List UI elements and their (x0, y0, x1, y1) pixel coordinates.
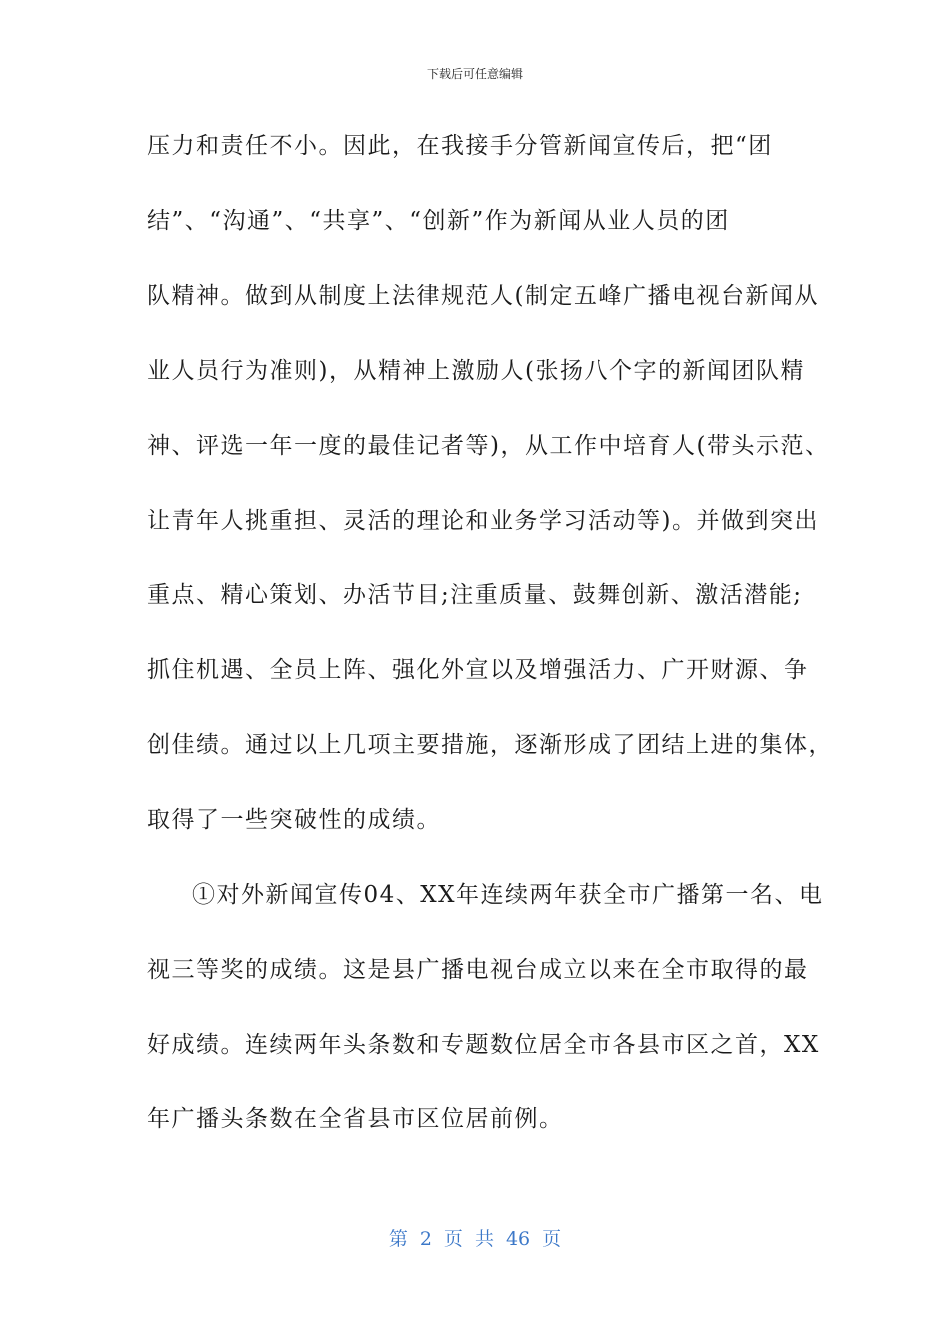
footer-prefix: 第 (388, 1228, 408, 1250)
text-line: 神、评选一年一度的最佳记者等)，从工作中培育人(带头示范、 (147, 433, 830, 459)
text-line: 创佳绩。通过以上几项主要措施，逐渐形成了团结上进的集体， (147, 732, 833, 758)
text-line: 视三等奖的成绩。这是县广播电视台成立以来在全市取得的最 (147, 957, 809, 983)
text-line: 队精神。做到从制度上法律规范人(制定五峰广播电视台新闻从 (147, 283, 819, 309)
footer-suffix: 页 (542, 1228, 562, 1250)
text-line: 业人员行为准则)，从精神上激励人(张扬八个字的新闻团队精 (147, 358, 805, 384)
page-header: 下载后可任意编辑 (426, 67, 523, 81)
text-line: 取得了一些突破性的成绩。 (147, 807, 441, 833)
text-line: 年广播头条数在全省县市区位居前例。 (147, 1106, 564, 1132)
text-line: 让青年人挑重担、灵活的理论和业务学习活动等)。并做到突出 (147, 508, 819, 534)
text-line: 压力和责任不小。因此，在我接手分管新闻宣传后，把“团 (147, 133, 773, 159)
text-line: 结”、“沟通”、“共享”、“创新”作为新闻从业人员的团 (147, 208, 730, 234)
page-footer (0, 1226, 950, 1252)
text-line: 好成绩。连续两年头条数和专题数位居全市各县市区之首，XX (147, 1032, 820, 1058)
total-pages: 46 (505, 1228, 531, 1250)
text-line-indented: ①对外新闻宣传04、XX年连续两年获全市广播第一名、电 (192, 882, 824, 908)
footer-middle: 页 共 (443, 1228, 494, 1250)
page-number: 2 (419, 1228, 432, 1250)
text-line: 重点、精心策划、办活节目;注重质量、鼓舞创新、激活潜能; (147, 582, 803, 608)
text-line: 抓住机遇、全员上阵、强化外宣以及增强活力、广开财源、争 (147, 657, 809, 683)
